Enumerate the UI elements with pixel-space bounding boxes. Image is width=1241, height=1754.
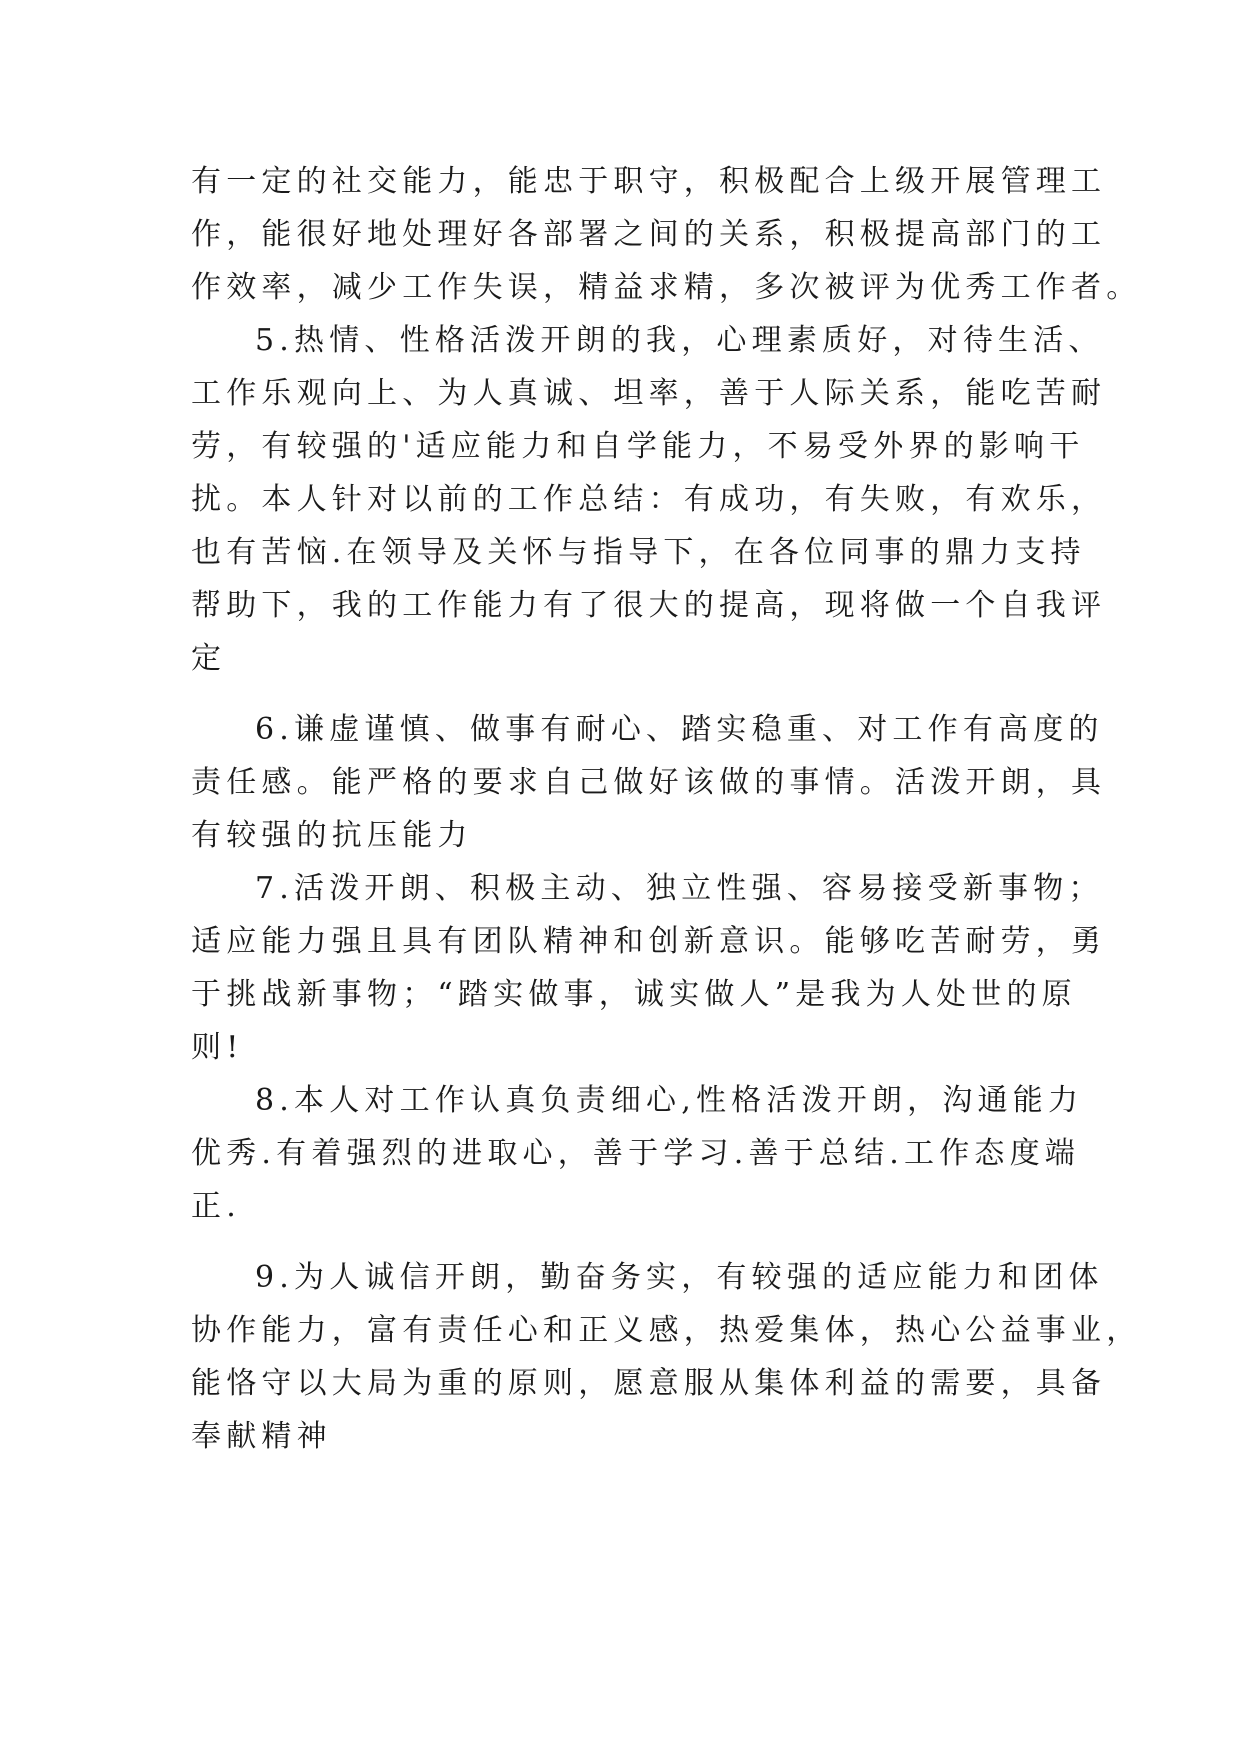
text-line: 正. (191, 1189, 241, 1224)
text-line: 能恪守以大局为重的原则，愿意服从集体利益的需要，具备 (191, 1366, 1107, 1401)
paragraph-continuation (191, 155, 1142, 314)
text-line: 责任感。能严格的要求自己做好该做的事情。活泼开朗，具 (191, 765, 1107, 800)
paragraph-item-9 (191, 1251, 1142, 1463)
text-line: 8.本人对工作认真负责细心,性格活泼开朗，沟通能力 (255, 1083, 1084, 1118)
paragraph-item-8 (191, 1074, 1084, 1233)
text-line: 7.活泼开朗、积极主动、独立性强、容易接受新事物； (255, 871, 1104, 906)
text-line: 作效率，减少工作失误，精益求精，多次被评为优秀工作者。 (191, 270, 1142, 305)
text-line: 适应能力强且具有团队精神和创新意识。能够吃苦耐劳，勇 (191, 924, 1107, 959)
text-line: 协作能力，富有责任心和正义感，热爱集体，热心公益事业， (191, 1313, 1142, 1348)
text-line: 工作乐观向上、为人真诚、坦率，善于人际关系，能吃苦耐 (191, 376, 1107, 411)
paragraph-item-7 (191, 862, 1107, 1074)
text-line: 扰。本人针对以前的工作总结：有成功，有失败，有欢乐， (191, 482, 1107, 517)
text-line: 也有苦恼.在领导及关怀与指导下，在各位同事的鼎力支持 (191, 535, 1086, 570)
paragraph-item-5 (191, 314, 1107, 685)
text-line: 帮助下，我的工作能力有了很大的提高，现将做一个自我评 (191, 588, 1107, 623)
text-line: 劳，有较强的'适应能力和自学能力，不易受外界的影响干 (191, 429, 1085, 464)
text-line: 优秀.有着强烈的进取心，善于学习.善于总结.工作态度端 (191, 1136, 1081, 1171)
paragraph-gap (191, 1233, 1051, 1251)
text-line: 于挑战新事物；“踏实做事，诚实做人”是我为人处世的原 (191, 977, 1077, 1012)
text-line: 作，能很好地处理好各部署之间的关系，积极提高部门的工 (191, 217, 1107, 252)
text-line: 5.热情、性格活泼开朗的我，心理素质好，对待生活、 (255, 323, 1104, 358)
text-line: 有较强的抗压能力 (191, 818, 473, 853)
text-line: 定 (191, 641, 227, 676)
text-line: 6.谦虚谨慎、做事有耐心、踏实稳重、对工作有高度的 (255, 712, 1104, 747)
paragraph-item-6 (191, 703, 1107, 862)
text-line: 奉献精神 (191, 1419, 332, 1454)
paragraph-gap (191, 685, 1051, 703)
document-body (191, 155, 1142, 1463)
text-line: 有一定的社交能力，能忠于职守，积极配合上级开展管理工 (191, 164, 1107, 199)
text-line: 9.为人诚信开朗，勤奋务实，有较强的适应能力和团体 (255, 1260, 1104, 1295)
text-line: 则! (191, 1030, 244, 1065)
